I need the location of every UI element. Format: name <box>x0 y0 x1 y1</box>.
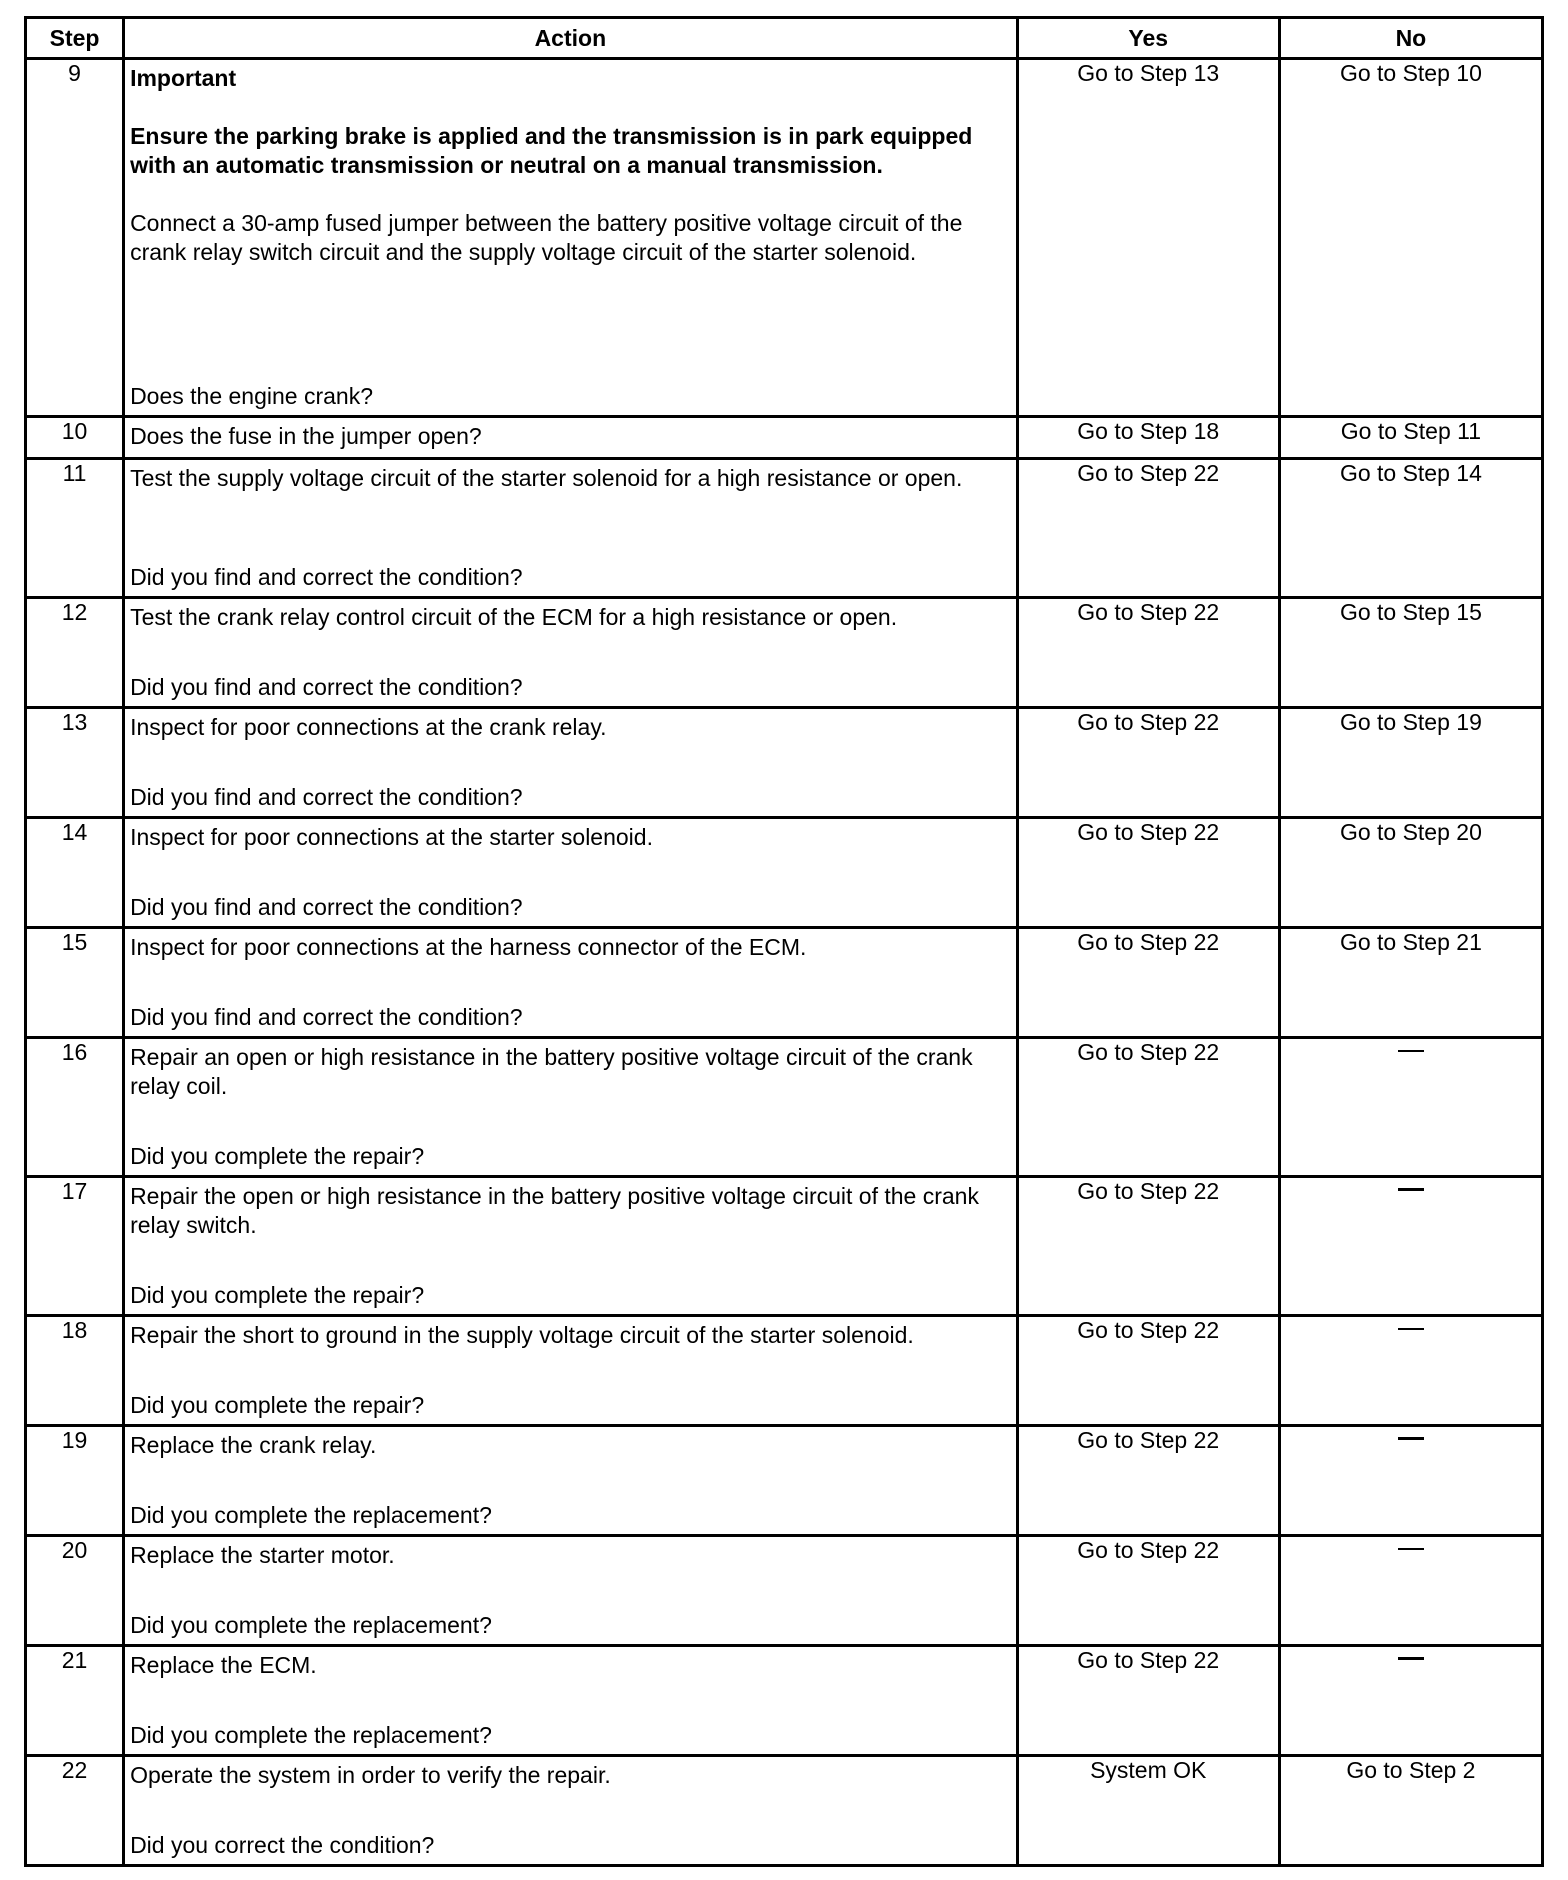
table-row <box>26 1536 1543 1646</box>
yes-result: Go to Step 22 <box>1017 818 1279 928</box>
action-question: Did you find and correct the condition? <box>130 1004 523 1030</box>
no-result <box>1279 1177 1542 1316</box>
header-action: Action <box>124 18 1018 59</box>
action-cell <box>124 417 1018 459</box>
action-question: Did you complete the replacement? <box>130 1502 492 1528</box>
header-no: No <box>1279 18 1542 59</box>
action-cell <box>124 818 1018 928</box>
table-row <box>26 1177 1543 1316</box>
action-instruction: Repair an open or high resistance in the battery positive voltage circuit of the crank relay coil. <box>130 1044 973 1099</box>
table-row <box>26 1756 1543 1866</box>
step-number: 12 <box>26 598 124 708</box>
step-number: 19 <box>26 1426 124 1536</box>
yes-result: Go to Step 22 <box>1017 1316 1279 1426</box>
action-cell <box>124 1756 1018 1866</box>
action-instruction: Operate the system in order to verify the repair. <box>130 1762 611 1788</box>
action-cell <box>124 459 1018 598</box>
step-number: 14 <box>26 818 124 928</box>
yes-result: Go to Step 18 <box>1017 417 1279 459</box>
action-cell <box>124 1177 1018 1316</box>
table-row <box>26 1646 1543 1756</box>
step-number: 20 <box>26 1536 124 1646</box>
table-row <box>26 417 1543 459</box>
no-result <box>1279 1426 1542 1536</box>
table-row <box>26 598 1543 708</box>
step-number: 16 <box>26 1038 124 1177</box>
yes-result: Go to Step 22 <box>1017 1536 1279 1646</box>
no-result-dash <box>1398 1657 1424 1660</box>
step-number: 10 <box>26 417 124 459</box>
no-result-dash <box>1398 1050 1424 1052</box>
action-cell <box>124 1038 1018 1177</box>
step-number: 17 <box>26 1177 124 1316</box>
action-instruction: Test the crank relay control circuit of the ECM for a high resistance or open. <box>130 604 898 630</box>
header-step: Step <box>26 18 124 59</box>
important-text: Ensure the parking brake is applied and the transmission is in park equipped with an automatic transmission or neutral on a manual transmission. <box>130 123 973 178</box>
action-cell <box>124 928 1018 1038</box>
table-row <box>26 818 1543 928</box>
action-question: Did you find and correct the condition? <box>130 784 523 810</box>
action-question: Did you find and correct the condition? <box>130 674 523 700</box>
action-question: Did you complete the repair? <box>130 1392 425 1418</box>
no-result: Go to Step 19 <box>1279 708 1542 818</box>
no-result: Go to Step 15 <box>1279 598 1542 708</box>
action-cell <box>124 598 1018 708</box>
action-question: Did you correct the condition? <box>130 1832 435 1858</box>
action-question: Did you find and correct the condition? <box>130 894 523 920</box>
no-result <box>1279 1536 1542 1646</box>
table-header-row <box>26 18 1543 59</box>
action-cell <box>124 59 1018 417</box>
action-instruction: Replace the ECM. <box>130 1652 317 1678</box>
no-result <box>1279 1646 1542 1756</box>
step-number: 15 <box>26 928 124 1038</box>
action-question: Does the engine crank? <box>130 383 373 409</box>
table-row <box>26 708 1543 818</box>
action-instruction: Repair the short to ground in the supply voltage circuit of the starter solenoid. <box>130 1322 914 1348</box>
action-cell <box>124 708 1018 818</box>
action-question: Did you complete the replacement? <box>130 1612 492 1638</box>
action-instruction: Connect a 30-amp fused jumper between the battery positive voltage circuit of the crank relay switch circuit and the supply voltage circuit of the starter solenoid. <box>130 210 963 265</box>
no-result-dash <box>1398 1437 1424 1440</box>
step-number: 21 <box>26 1646 124 1756</box>
yes-result: Go to Step 22 <box>1017 598 1279 708</box>
no-result: Go to Step 21 <box>1279 928 1542 1038</box>
action-instruction: Replace the crank relay. <box>130 1432 377 1458</box>
yes-result: Go to Step 13 <box>1017 59 1279 417</box>
step-number: 22 <box>26 1756 124 1866</box>
action-cell <box>124 1536 1018 1646</box>
yes-result: Go to Step 22 <box>1017 1646 1279 1756</box>
action-instruction: Repair the open or high resistance in the battery positive voltage circuit of the crank relay switch. <box>130 1183 979 1238</box>
action-question: Did you find and correct the condition? <box>130 564 523 590</box>
table-row <box>26 928 1543 1038</box>
action-instruction: Inspect for poor connections at the harness connector of the ECM. <box>130 934 807 960</box>
no-result <box>1279 1316 1542 1426</box>
no-result-dash <box>1398 1328 1424 1330</box>
table-row <box>26 59 1543 417</box>
yes-result: Go to Step 22 <box>1017 1426 1279 1536</box>
no-result: Go to Step 11 <box>1279 417 1542 459</box>
step-number: 11 <box>26 459 124 598</box>
yes-result: Go to Step 22 <box>1017 1038 1279 1177</box>
yes-result: System OK <box>1017 1756 1279 1866</box>
action-instruction: Inspect for poor connections at the crank relay. <box>130 714 607 740</box>
yes-result: Go to Step 22 <box>1017 1177 1279 1316</box>
action-question: Did you complete the repair? <box>130 1282 425 1308</box>
no-result-dash <box>1398 1548 1424 1550</box>
no-result: Go to Step 10 <box>1279 59 1542 417</box>
action-question: Did you complete the replacement? <box>130 1722 492 1748</box>
no-result: Go to Step 14 <box>1279 459 1542 598</box>
no-result-dash <box>1398 1188 1424 1191</box>
step-number: 13 <box>26 708 124 818</box>
action-cell <box>124 1426 1018 1536</box>
action-question: Does the fuse in the jumper open? <box>130 423 482 449</box>
yes-result: Go to Step 22 <box>1017 459 1279 598</box>
diagnostic-table <box>24 16 1544 1867</box>
action-instruction: Inspect for poor connections at the starter solenoid. <box>130 824 653 850</box>
no-result: Go to Step 2 <box>1279 1756 1542 1866</box>
action-instruction: Replace the starter motor. <box>130 1542 395 1568</box>
table-row <box>26 1316 1543 1426</box>
action-cell <box>124 1316 1018 1426</box>
diagnostic-table-container <box>24 16 1544 1867</box>
yes-result: Go to Step 22 <box>1017 708 1279 818</box>
table-row <box>26 1426 1543 1536</box>
no-result: Go to Step 20 <box>1279 818 1542 928</box>
step-number: 9 <box>26 59 124 417</box>
action-question: Did you complete the repair? <box>130 1143 425 1169</box>
action-cell <box>124 1646 1018 1756</box>
table-row <box>26 1038 1543 1177</box>
yes-result: Go to Step 22 <box>1017 928 1279 1038</box>
action-instruction: Test the supply voltage circuit of the starter solenoid for a high resistance or open. <box>130 465 963 491</box>
no-result <box>1279 1038 1542 1177</box>
table-row <box>26 459 1543 598</box>
important-label: Important <box>130 65 237 91</box>
header-yes: Yes <box>1017 18 1279 59</box>
step-number: 18 <box>26 1316 124 1426</box>
